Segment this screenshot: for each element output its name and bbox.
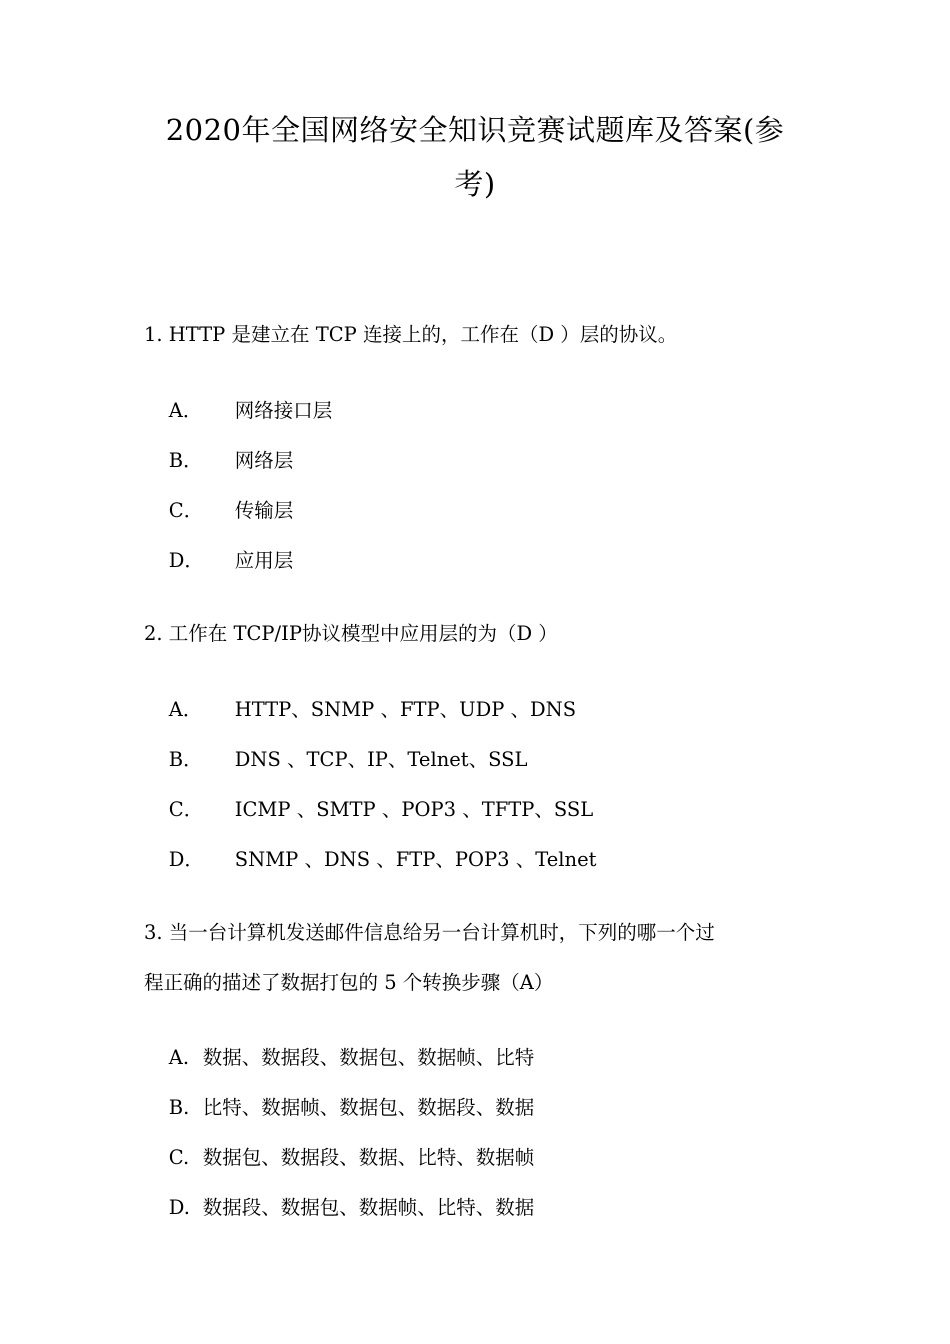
option-text: 数据、数据段、数据包、数据帧、比特 — [202, 1046, 535, 1069]
option-label: D． — [168, 549, 204, 572]
question-3-option-d — [144, 1169, 534, 1247]
option-text: DNS 、TCP、IP、Telnet、SSL — [234, 748, 528, 771]
option-label: C． — [168, 499, 204, 522]
option-label: C． — [168, 798, 204, 821]
option-text: 传输层 — [234, 499, 294, 522]
option-label: B． — [168, 748, 203, 771]
option-label: D． — [168, 848, 204, 871]
question-1-option-d — [144, 522, 293, 600]
option-text: ICMP 、SMTP 、POP3 、TFTP、SSL — [234, 798, 594, 821]
option-label: B． — [168, 449, 203, 472]
question-2-option-d — [144, 821, 596, 899]
option-label: B. — [168, 1096, 190, 1119]
document-title — [130, 103, 820, 211]
option-text: 数据包、数据段、数据、比特、数据帧 — [202, 1146, 535, 1169]
option-label: C. — [168, 1146, 190, 1169]
question-3-stem-line-1: 3. 当一台计算机发送邮件信息给另一台计算机时，下列的哪一个过 — [144, 921, 715, 944]
option-label: A． — [168, 698, 203, 721]
title-line-2: 考) — [454, 167, 496, 201]
option-text: 比特、数据帧、数据包、数据段、数据 — [202, 1096, 535, 1119]
option-text: 应用层 — [234, 549, 294, 572]
title-line-1: 2020年全国网络安全知识竞赛试题库及答案(参 — [165, 113, 785, 147]
option-label: A. — [168, 1046, 190, 1069]
option-text: 网络层 — [234, 449, 294, 472]
option-text: HTTP、SNMP 、FTP、UDP 、DNS — [234, 698, 577, 721]
option-label: D. — [168, 1196, 190, 1219]
option-label: A． — [168, 399, 203, 422]
question-2-stem: 2. 工作在 TCP/IP协议模型中应用层的为（D ） — [144, 622, 558, 645]
option-text: SNMP 、DNS 、FTP、POP3 、Telnet — [234, 848, 597, 871]
question-3-stem-line-2: 程正确的描述了数据打包的 5 个转换步骤（A） — [144, 971, 554, 994]
option-text: 网络接口层 — [234, 399, 333, 422]
option-text: 数据段、数据包、数据帧、比特、数据 — [202, 1196, 535, 1219]
question-1-stem: 1. HTTP 是建立在 TCP 连接上的，工作在（D ）层的协议。 — [144, 323, 678, 346]
